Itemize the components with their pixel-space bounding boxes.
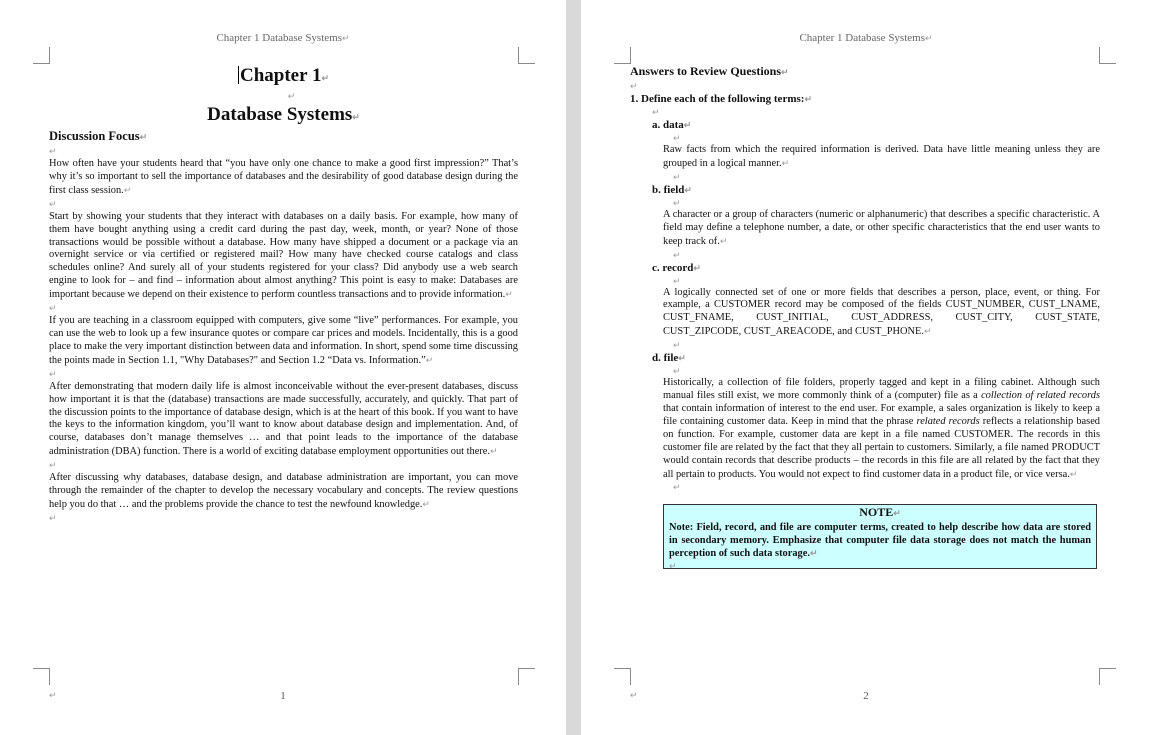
empty-paragraph: ↵ bbox=[287, 91, 296, 101]
empty-paragraph: ↵ bbox=[673, 366, 681, 377]
text-cursor bbox=[238, 66, 239, 84]
review-question: 1. Define each of the following terms:↵ bbox=[630, 93, 812, 105]
empty-paragraph: ↵ bbox=[49, 146, 57, 156]
empty-paragraph: ↵ bbox=[630, 81, 638, 91]
body-paragraph: After demonstrating that modern daily life is almost inconceivable without the ever-present databases, discuss how important it is that the (database) transactions are made successfully, accurately, and quickly. That part of the discussion points to the importance of database design, which is at the heart of this book. If you want to have the keys to the information kingdom, you’ll want to know about database design and implementation. And, of course, databases don’t manage themselves … and that point leads to the importance of the database administration (DBA) function. There is a world of exciting database employment opportunities out there.↵ bbox=[49, 380, 518, 458]
note-title: NOTE↵ bbox=[859, 505, 901, 519]
empty-paragraph: ↵ bbox=[673, 275, 681, 286]
term-label: d. file↵ bbox=[652, 352, 686, 365]
empty-paragraph: ↵ bbox=[49, 303, 57, 314]
crop-mark-top-left bbox=[33, 47, 50, 64]
term-definition: Historically, a collection of file folders, properly tagged and kept in a filing cabinet. Although such manual files still exist, we more commonly think of a (computer) file as a collection of related records that contain information of interest to the end user. For example, a sales organization is likely to keep a file containing customer data. Keep in mind that the phrase related records reflects a relationship based on function. For example, customer data are kept in a file named CUSTOMER. The records in this customer file are related by the fact that they all pertain to customers. Similarly, a file named PRODUCT would contain records that describe products – the records in this file are all related by the fact that they all pertain to products. You would not expect to find customer data in a product file, or vice versa.↵ bbox=[663, 377, 1100, 480]
empty-paragraph: ↵ bbox=[673, 197, 681, 208]
section-title: Discussion Focus↵ bbox=[49, 129, 148, 143]
crop-mark-bottom-right bbox=[518, 668, 535, 685]
empty-paragraph: ↵ bbox=[673, 482, 681, 493]
note-box bbox=[663, 504, 1097, 569]
page-gutter bbox=[566, 0, 581, 735]
empty-paragraph: ↵ bbox=[49, 460, 57, 471]
crop-mark-top-right bbox=[1099, 47, 1116, 64]
page-2-body[interactable] bbox=[630, 64, 1100, 493]
page-number: 2 bbox=[863, 690, 869, 702]
page-header: Chapter 1 Database Systems↵ bbox=[799, 32, 933, 44]
term-definition: Raw facts from which the required information is derived. Data have little meaning unless they are grouped in a logical manner.↵ bbox=[663, 144, 1100, 169]
chapter-subtitle: Database Systems↵ bbox=[207, 104, 360, 125]
empty-paragraph: ↵ bbox=[673, 340, 681, 351]
body-paragraph: Start by showing your students that they interact with databases on a daily basis. For example, how many of them have bought anything using a credit card during the past day, week, month, or year? None of those transactions would be possible without a database. How many have shipped a document or a package via an overnight service or via certified or registered mail? How many have checked course catalogs and class schedules online? And surely all of your students registered for your class? Did anybody use a web search engine to look for – and find – information about almost anything? This point is easy to make: Databases are important because we depend on their existence to perform countless transactions and to provide information.↵ bbox=[49, 210, 518, 301]
term-label: b. field↵ bbox=[652, 183, 692, 196]
crop-mark-top-right bbox=[518, 47, 535, 64]
section-title: Answers to Review Questions↵ bbox=[630, 64, 789, 78]
footer-paragraph-mark: ↵ bbox=[49, 690, 57, 700]
body-paragraph: If you are teaching in a classroom equipped with computers, give some “live” performances. For example, you can use the web to look up a few insurance quotes or compare car prices and models. Incidentally, this is a good place to make the very important distinction between data and information. In short, spend some time discussing the points made in Section 1.1, "Why Databases?" and Section 1.2 “Data vs. Information.”↵ bbox=[49, 315, 518, 366]
empty-paragraph: ↵ bbox=[669, 561, 677, 571]
empty-paragraph: ↵ bbox=[49, 368, 57, 379]
page-1-body[interactable] bbox=[49, 64, 518, 525]
empty-paragraph: ↵ bbox=[673, 249, 681, 260]
empty-paragraph: ↵ bbox=[49, 198, 57, 209]
body-paragraph: After discussing why databases, database design, and database administration are important, you can move through the remainder of the chapter to develop the necessary vocabulary and concepts. The review questions help you do that … and the problems provide the chance to test the newfound knowledge.↵ bbox=[49, 472, 518, 510]
empty-paragraph: ↵ bbox=[652, 107, 660, 117]
term-label: c. record↵ bbox=[652, 261, 701, 274]
crop-mark-top-left bbox=[614, 47, 631, 64]
empty-paragraph: ↵ bbox=[673, 171, 681, 182]
term-label: a. data↵ bbox=[652, 119, 692, 131]
body-paragraph: How often have your students heard that “you have only one chance to make a good first impression?” That’s why it’s so important to sell the importance of databases and the desirability of good database design during the first class session.↵ bbox=[49, 158, 518, 196]
empty-paragraph: ↵ bbox=[673, 133, 681, 143]
crop-mark-bottom-right bbox=[1099, 668, 1116, 685]
footer-paragraph-mark: ↵ bbox=[630, 690, 638, 700]
note-body: Note: Field, record, and file are computer terms, created to help describe how data are stored in secondary memory. Emphasize that computer file data storage does not match the human perception of such data storage.↵ bbox=[669, 522, 1091, 559]
term-definition: A character or a group of characters (numeric or alphanumeric) that describes a specific characteristic. A field may define a telephone number, a date, or other specific characteristics that the end user wants to keep track of.↵ bbox=[663, 208, 1100, 247]
crop-mark-bottom-left bbox=[614, 668, 631, 685]
empty-paragraph: ↵ bbox=[49, 512, 57, 523]
page-number: 1 bbox=[280, 690, 286, 702]
page-header: Chapter 1 Database Systems↵ bbox=[216, 32, 350, 44]
term-definition: A logically connected set of one or more fields that describes a person, place, event, or thing. For example, a CUSTOMER record may be composed of the fields CUST_NUMBER, CUST_LNAME, CUST_FNAME, CUST_INITIAL, CUST_ADDRESS, CUST_CITY, CUST_STATE, CUST_ZIPCODE, CUST_AREACODE, and CUST_PHONE.↵ bbox=[663, 286, 1100, 338]
chapter-title: Chapter 1↵ bbox=[239, 65, 329, 86]
crop-mark-bottom-left bbox=[33, 668, 50, 685]
